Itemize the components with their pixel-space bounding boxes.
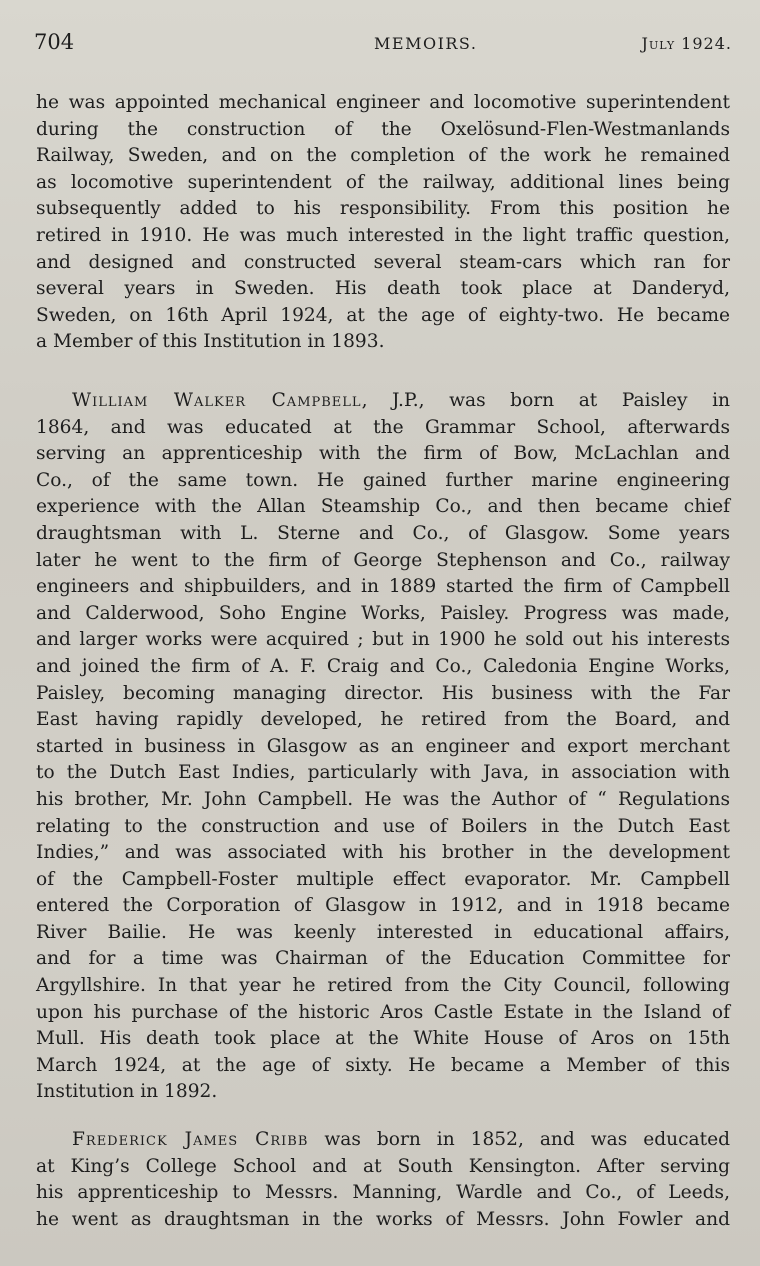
text-line [36, 388, 730, 415]
text-line: Paisley, becoming managing director. His business with the Far [36, 682, 730, 704]
text-line: East having rapidly developed, he retired from the Board, and [36, 709, 730, 731]
text-line: he was appointed mechanical engineer and locomotive superintendent [36, 92, 730, 113]
memoir-name: William Walker Campbell [72, 390, 362, 411]
text-line: Railway, Sweden, and on the completion of the work he remained [36, 145, 730, 167]
text-line-rest: , J.P., was born at Paisley in [361, 390, 730, 411]
text-line: subsequently added to his responsibility. From this position he [36, 198, 730, 220]
text-line: engineers and shipbuilders, and in 1889 started the firm of Campbell [36, 576, 730, 598]
text-line: draughtsman with L. Sterne and Co., of Glasgow. Some years [36, 522, 730, 544]
text-line: a Member of this Institution in 1893. [36, 331, 385, 353]
text-line: Institution in 1892. [36, 1081, 218, 1103]
running-title: MEMOIRS. [374, 34, 478, 53]
text-line: he went as draughtsman in the works of Messrs. John Fowler and [36, 1208, 730, 1230]
memoir-paragraph-campbell [36, 388, 730, 1106]
text-line: retired in 1910. He was much interested in the light traffic question, [36, 224, 730, 246]
page-header [34, 30, 732, 60]
text-line: his brother, Mr. John Campbell. He was the Author of “ Regulations [36, 788, 730, 810]
running-date: July 1924. [641, 34, 732, 53]
memoir-paragraph-continued [36, 90, 730, 356]
text-line: experience with the Allan Steamship Co., and then became chief [36, 496, 730, 518]
memoir-name: Frederick James Cribb [72, 1129, 309, 1150]
text-line: March 1924, at the age of sixty. He became a Member of this [36, 1054, 730, 1076]
text-line: his apprenticeship to Messrs. Manning, Wardle and Co., of Leeds, [36, 1182, 730, 1204]
text-line: and Calderwood, Soho Engine Works, Paisley. Progress was made, [36, 602, 730, 624]
text-line: at King’s College School and at South Kensington. After serving [36, 1155, 730, 1177]
text-line: as locomotive superintendent of the railway, additional lines being [36, 171, 730, 193]
text-line: and for a time was Chairman of the Education Committee for [36, 948, 730, 970]
text-line: relating to the construction and use of Boilers in the Dutch East [36, 815, 730, 837]
page-number: 704 [34, 30, 75, 54]
text-line: and joined the firm of A. F. Craig and Co., Caledonia Engine Works, [36, 655, 730, 677]
text-line: River Bailie. He was keenly interested in educational affairs, [36, 921, 730, 943]
text-line: and larger works were acquired ; but in 1900 he sold out his interests [36, 629, 730, 651]
text-line: later he went to the firm of George Stephenson and Co., railway [36, 549, 730, 571]
text-line: and designed and constructed several steam-cars which ran for [36, 251, 730, 273]
text-line: of the Campbell-Foster multiple effect evaporator. Mr. Campbell [36, 868, 730, 890]
text-line: 1864, and was educated at the Grammar School, afterwards [36, 416, 730, 438]
text-line [36, 1127, 730, 1154]
text-line: Sweden, on 16th April 1924, at the age of eighty-two. He became [36, 304, 730, 326]
text-line: serving an apprenticeship with the firm of Bow, McLachlan and [36, 443, 730, 465]
text-line: several years in Sweden. His death took place at Danderyd, [36, 278, 730, 300]
memoir-paragraph-cribb [36, 1127, 730, 1233]
text-line: entered the Corporation of Glasgow in 1912, and in 1918 became [36, 895, 730, 917]
text-line: to the Dutch East Indies, particularly with Java, in association with [36, 762, 730, 784]
text-line: during the construction of the Oxelösund-Flen-Westmanlands [36, 118, 730, 140]
text-line: started in business in Glasgow as an engineer and export merchant [36, 735, 730, 757]
text-line: upon his purchase of the historic Aros Castle Estate in the Island of [36, 1001, 730, 1023]
text-line: Indies,” and was associated with his brother in the development [36, 842, 730, 864]
text-line: Argyllshire. In that year he retired from the City Council, following [36, 975, 730, 997]
text-line-rest: was born in 1852, and was educated [308, 1129, 730, 1150]
text-line: Co., of the same town. He gained further marine engineering [36, 469, 730, 491]
text-line: Mull. His death took place at the White House of Aros on 15th [36, 1028, 730, 1050]
